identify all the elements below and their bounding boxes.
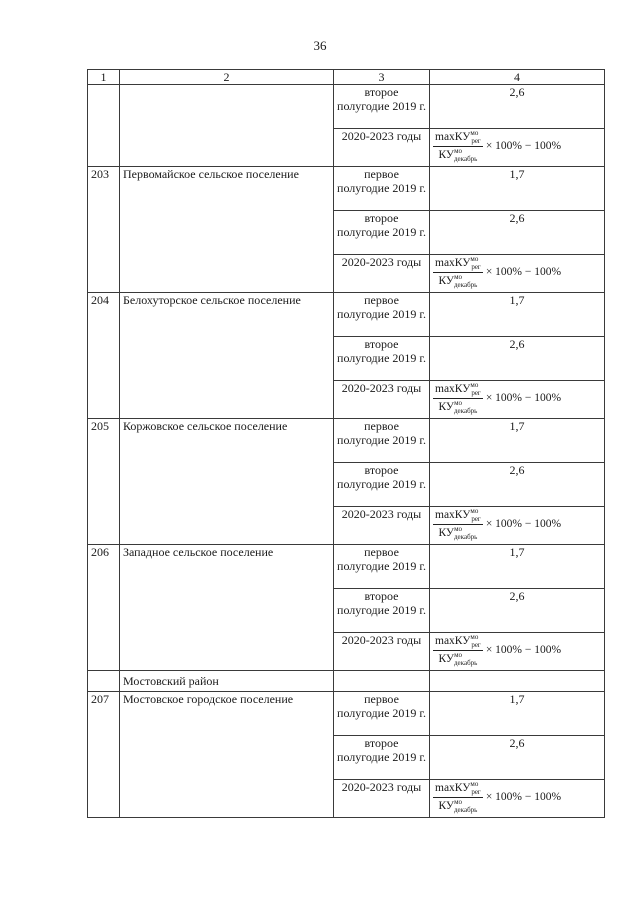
period-cell: первое полугодие 2019 г. <box>334 419 430 463</box>
formula-fraction <box>433 130 483 163</box>
formula-tail: × 100% − 100% <box>485 140 562 153</box>
formula-cell <box>430 507 605 545</box>
row-number <box>88 671 120 692</box>
growth-formula <box>433 508 561 541</box>
row-number: 207 <box>88 692 120 818</box>
value-cell: 2,6 <box>430 211 605 255</box>
table-row <box>88 692 605 736</box>
period-cell: 2020-2023 годы <box>334 129 430 167</box>
value-cell: 1,7 <box>430 167 605 211</box>
formula-fraction <box>433 634 483 667</box>
value-cell: 1,7 <box>430 692 605 736</box>
table-row <box>88 293 605 337</box>
value-cell: 1,7 <box>430 545 605 589</box>
value-cell: 1,7 <box>430 293 605 337</box>
formula-denominator: $КУ^{мо}_{декабрь}$ <box>438 399 478 415</box>
value-cell: 2,6 <box>430 463 605 507</box>
page-number: 36 <box>313 38 327 53</box>
formula-fraction <box>433 508 483 541</box>
formula-tail: × 100% − 100% <box>485 518 562 531</box>
formula-tail: × 100% − 100% <box>485 791 562 804</box>
growth-formula <box>433 781 561 814</box>
period-cell: второе полугодие 2019 г. <box>334 736 430 780</box>
formula-numerator: maxКУ$^{мо}_{рег}$ <box>435 507 481 523</box>
header-col-4: 4 <box>430 70 605 85</box>
table-row <box>88 545 605 589</box>
formula-denominator: $КУ^{мо}_{декабрь}$ <box>438 798 478 814</box>
formula-cell <box>430 129 605 167</box>
formula-numerator: maxКУ$^{мо}_{рег}$ <box>435 780 481 796</box>
settlement-name <box>120 85 334 167</box>
district-name: Мостовский район <box>120 671 334 692</box>
period-cell: второе полугодие 2019 г. <box>334 211 430 255</box>
table-row <box>88 85 605 129</box>
tariff-table <box>87 69 605 818</box>
value-cell: 1,7 <box>430 419 605 463</box>
growth-formula <box>433 634 561 667</box>
header-col-1: 1 <box>88 70 120 85</box>
settlement-name: Западное сельское поселение <box>120 545 334 671</box>
header-row <box>88 70 605 85</box>
period-cell: 2020-2023 годы <box>334 507 430 545</box>
formula-cell <box>430 633 605 671</box>
period-cell: второе полугодие 2019 г. <box>334 463 430 507</box>
formula-tail: × 100% − 100% <box>485 266 562 279</box>
formula-tail: × 100% − 100% <box>485 392 562 405</box>
value-cell <box>430 671 605 692</box>
period-cell: второе полугодие 2019 г. <box>334 589 430 633</box>
settlement-name: Первомайское сельское поселение <box>120 167 334 293</box>
district-row <box>88 671 605 692</box>
period-cell: 2020-2023 годы <box>334 780 430 818</box>
formula-fraction <box>433 382 483 415</box>
table-row <box>88 167 605 211</box>
value-cell: 2,6 <box>430 85 605 129</box>
formula-numerator: maxКУ$^{мо}_{рег}$ <box>435 255 481 271</box>
table-row <box>88 419 605 463</box>
formula-cell <box>430 255 605 293</box>
value-cell: 2,6 <box>430 736 605 780</box>
formula-denominator: $КУ^{мо}_{декабрь}$ <box>438 147 478 163</box>
formula-tail: × 100% − 100% <box>485 644 562 657</box>
period-cell: первое полугодие 2019 г. <box>334 545 430 589</box>
period-cell: первое полугодие 2019 г. <box>334 167 430 211</box>
header-col-2: 2 <box>120 70 334 85</box>
formula-fraction <box>433 256 483 289</box>
row-number: 204 <box>88 293 120 419</box>
growth-formula <box>433 382 561 415</box>
formula-denominator: $КУ^{мо}_{декабрь}$ <box>438 651 478 667</box>
period-cell: первое полугодие 2019 г. <box>334 293 430 337</box>
formula-denominator: $КУ^{мо}_{декабрь}$ <box>438 525 478 541</box>
period-cell: 2020-2023 годы <box>334 255 430 293</box>
row-number <box>88 85 120 167</box>
settlement-name: Коржовское сельское поселение <box>120 419 334 545</box>
settlement-name: Белохуторское сельское поселение <box>120 293 334 419</box>
growth-formula <box>433 130 561 163</box>
value-cell: 2,6 <box>430 337 605 381</box>
row-number: 203 <box>88 167 120 293</box>
formula-denominator: $КУ^{мо}_{декабрь}$ <box>438 273 478 289</box>
period-cell <box>334 671 430 692</box>
formula-numerator: maxКУ$^{мо}_{рег}$ <box>435 381 481 397</box>
formula-numerator: maxКУ$^{мо}_{рег}$ <box>435 129 481 145</box>
formula-numerator: maxКУ$^{мо}_{рег}$ <box>435 633 481 649</box>
settlement-name: Мостовское городское поселение <box>120 692 334 818</box>
period-cell: первое полугодие 2019 г. <box>334 692 430 736</box>
row-number: 205 <box>88 419 120 545</box>
period-cell: второе полугодие 2019 г. <box>334 85 430 129</box>
formula-cell <box>430 780 605 818</box>
header-col-3: 3 <box>334 70 430 85</box>
row-number: 206 <box>88 545 120 671</box>
period-cell: второе полугодие 2019 г. <box>334 337 430 381</box>
formula-fraction <box>433 781 483 814</box>
value-cell: 2,6 <box>430 589 605 633</box>
growth-formula <box>433 256 561 289</box>
period-cell: 2020-2023 годы <box>334 633 430 671</box>
formula-cell <box>430 381 605 419</box>
period-cell: 2020-2023 годы <box>334 381 430 419</box>
